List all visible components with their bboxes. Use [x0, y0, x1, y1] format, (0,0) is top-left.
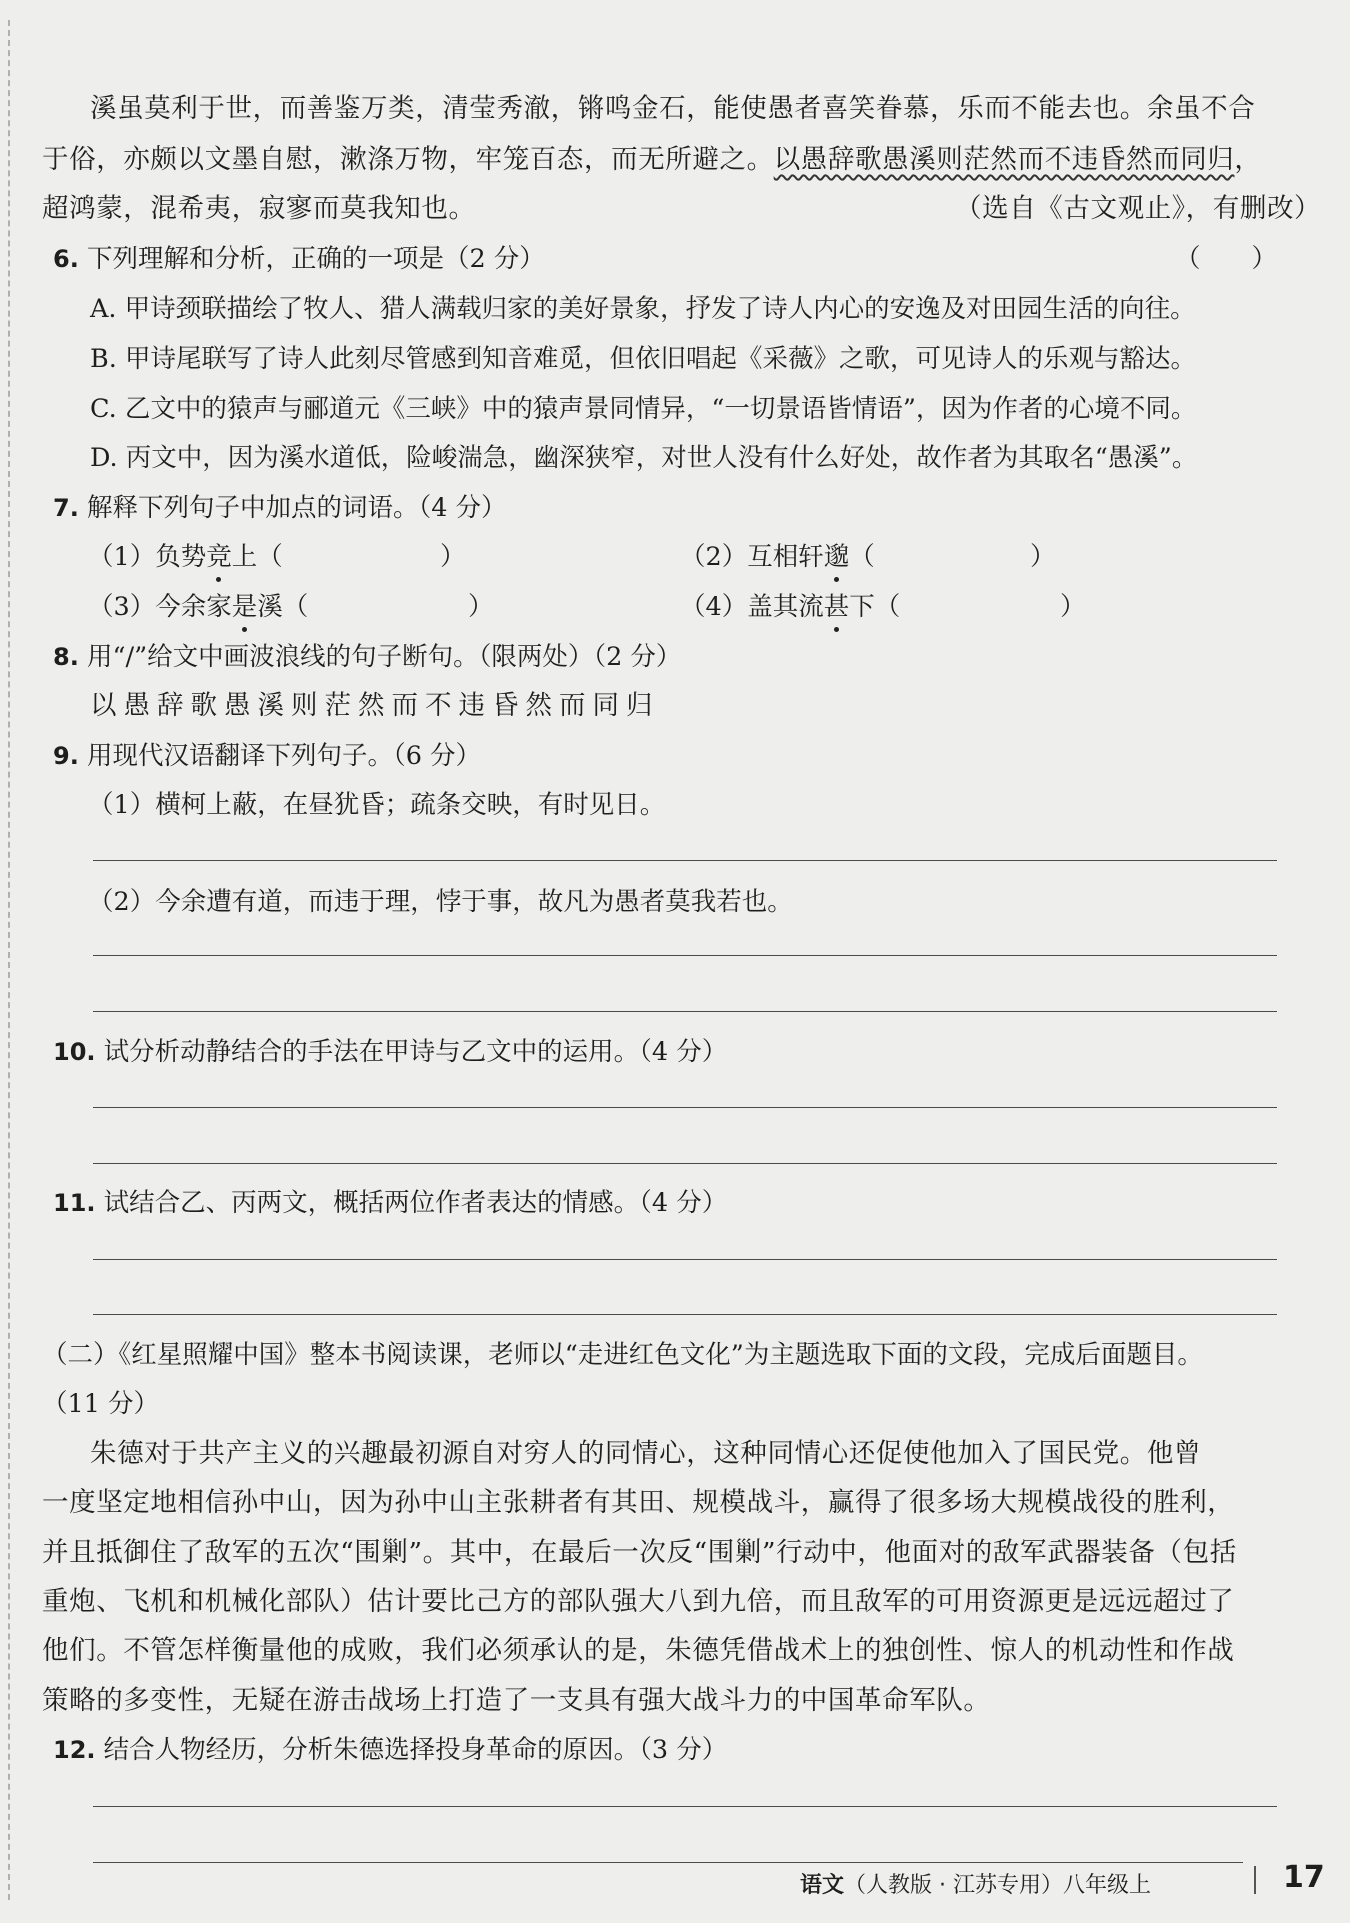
- item-text: （: [849, 542, 875, 572]
- dotted-word: 甚: [823, 592, 850, 622]
- question-7: [53, 491, 507, 525]
- answer-line-q9-2a[interactable]: [93, 955, 1277, 956]
- question-9: [53, 739, 481, 773]
- binding-margin-line: [8, 20, 10, 1900]
- dotted-word: 竞: [206, 542, 232, 572]
- question-7-item-1: [88, 540, 283, 574]
- question-6-option-a: A. 甲诗颈联描绘了牧人、猎人满载归家的美好景象，抒发了诗人内心的安逸及对田园生活的向往。: [90, 294, 1196, 324]
- question-11-stem: 试结合乙、丙两文，概括两位作者表达的情感。（4 分）: [103, 1188, 728, 1218]
- question-6-answer-paren[interactable]: （ ）: [1175, 244, 1278, 274]
- question-6-stem: 下列理解和分析，正确的一项是（2 分）: [86, 244, 545, 274]
- answer-line-q9-2b[interactable]: [93, 1011, 1277, 1012]
- passage-c-line-2-pre: 于俗，亦颇以文墨自慰，漱涤万物，牢笼百态，而无所避之。: [42, 144, 774, 175]
- wavy-underlined-sentence: 以愚辞歌愚溪则茫然而不违昏然而同归: [773, 144, 1235, 175]
- item-text: 上（: [231, 542, 283, 572]
- passage-c-line-2: [42, 143, 1262, 177]
- question-10: [53, 1035, 727, 1069]
- passage-c-line-2-post: ，: [1234, 144, 1262, 175]
- page-number: 17: [1283, 1860, 1325, 1895]
- dotted-word: 是: [231, 592, 258, 622]
- question-8-sentence[interactable]: 以愚辞歌愚溪则茫然而不违昏然而同归: [90, 690, 660, 721]
- passage-d-line-3: 并且抵御住了敌军的五次“围剿”。其中，在最后一次反“围剿”行动中，他面对的敌军武器装备（包括: [42, 1537, 1237, 1568]
- question-7-item-3: [88, 590, 308, 624]
- answer-line-q11-a[interactable]: [93, 1259, 1277, 1260]
- section-2-points: （11 分）: [42, 1389, 160, 1419]
- question-8-stem: 用“/”给文中画波浪线的句子断句。（限两处）（2 分）: [86, 642, 682, 672]
- question-11: [53, 1186, 727, 1220]
- question-7-item-4-close: ）: [1060, 592, 1086, 622]
- dotted-word: 邈: [823, 542, 850, 572]
- question-7-item-2-close: ）: [1030, 542, 1056, 572]
- item-text: （2）互相轩: [680, 542, 824, 572]
- question-12-stem: 结合人物经历，分析朱德选择投身革命的原因。（3 分）: [103, 1735, 728, 1765]
- passage-c-line-3: 超鸿蒙，混希夷，寂寥而莫我知也。: [42, 193, 476, 224]
- passage-d-line-4: 重炮、飞机和机械化部队）估计要比己方的部队强大八到九倍，而且敌军的可用资源更是远远超过了: [42, 1586, 1235, 1617]
- question-6-option-d: D. 丙文中，因为溪水道低，险峻湍急，幽深狭窄，对世人没有什么好处，故作者为其取名“愚溪”。: [90, 443, 1198, 473]
- item-text: （3）今余家: [88, 592, 232, 622]
- passage-d-line-2: 一度坚定地相信孙中山，因为孙中山主张耕者有其田、规模战斗，赢得了很多场大规模战役的胜利，: [42, 1487, 1235, 1518]
- answer-line-q10-a[interactable]: [93, 1107, 1277, 1108]
- answer-line-q12-a[interactable]: [93, 1806, 1277, 1807]
- question-10-number: 10.: [53, 1038, 96, 1066]
- question-10-stem: 试分析动静结合的手法在甲诗与乙文中的运用。（4 分）: [103, 1037, 728, 1067]
- question-9-sentence-2: （2）今余遭有道，而违于理，悖于事，故凡为愚者莫我若也。: [88, 887, 793, 917]
- answer-line-q11-b[interactable]: [93, 1314, 1277, 1315]
- page-footer: [800, 1868, 1151, 1899]
- question-7-number: 7.: [53, 494, 79, 522]
- passage-d-line-1: 朱德对于共产主义的兴趣最初源自对穷人的同情心，这种同情心还促使他加入了国民党。他曾: [90, 1438, 1202, 1469]
- passage-d-line-6: 策略的多变性，无疑在游击战场上打造了一支具有强大战斗力的中国革命军队。: [42, 1685, 991, 1716]
- item-text: （4）盖其流: [680, 592, 824, 622]
- item-text: （1）负势: [88, 542, 207, 572]
- question-6-option-b: B. 甲诗尾联写了诗人此刻尽管感到知音难觅，但依旧唱起《采薇》之歌，可见诗人的乐观与豁达。: [90, 344, 1196, 374]
- question-7-item-3-close: ）: [468, 592, 494, 622]
- question-12-number: 12.: [53, 1736, 96, 1764]
- question-8: [53, 640, 681, 674]
- question-9-stem: 用现代汉语翻译下列句子。（6 分）: [86, 741, 482, 771]
- question-12: [53, 1733, 727, 1767]
- footer-divider: [1254, 1866, 1256, 1894]
- question-6-number: 6.: [53, 245, 79, 273]
- answer-line-q9-1[interactable]: [93, 860, 1277, 861]
- question-6: [53, 242, 545, 276]
- passage-c-source: （选自《古文观止》，有删改）: [955, 193, 1322, 224]
- question-7-item-4: [680, 590, 900, 624]
- question-7-stem: 解释下列句子中加点的词语。（4 分）: [86, 493, 507, 523]
- section-2-heading: （二）《红星照耀中国》整本书阅读课，老师以“走进红色文化”为主题选取下面的文段，完成后面题目。: [42, 1340, 1203, 1370]
- question-6-option-c: C. 乙文中的猿声与郦道元《三峡》中的猿声景同情异，“一切景语皆情语”，因为作者的心境不同。: [90, 394, 1197, 424]
- footer-edition: （人教版 · 江苏专用）: [844, 1873, 1063, 1898]
- question-9-sentence-1: （1）横柯上蔽，在昼犹昏；疏条交映，有时见日。: [88, 790, 666, 820]
- answer-line-q12-b[interactable]: [93, 1862, 1243, 1863]
- question-9-number: 9.: [53, 742, 79, 770]
- item-text: 溪（: [257, 592, 309, 622]
- item-text: 下（: [849, 592, 901, 622]
- passage-c-line-1: 溪虽莫利于世，而善鉴万类，清莹秀澈，锵鸣金石，能使愚者喜笑眷慕，乐而不能去也。余虽不合: [90, 93, 1256, 124]
- footer-grade: 八年级上: [1063, 1873, 1152, 1898]
- footer-subject: 语文: [800, 1873, 845, 1898]
- question-11-number: 11.: [53, 1189, 96, 1217]
- question-8-number: 8.: [53, 643, 79, 671]
- question-7-item-2: [680, 540, 875, 574]
- passage-d-line-5: 他们。不管怎样衡量他的成败，我们必须承认的是，朱德凭借战术上的独创性、惊人的机动性和作战: [42, 1635, 1235, 1666]
- answer-line-q10-b[interactable]: [93, 1163, 1277, 1164]
- question-7-item-1-close: ）: [440, 542, 466, 572]
